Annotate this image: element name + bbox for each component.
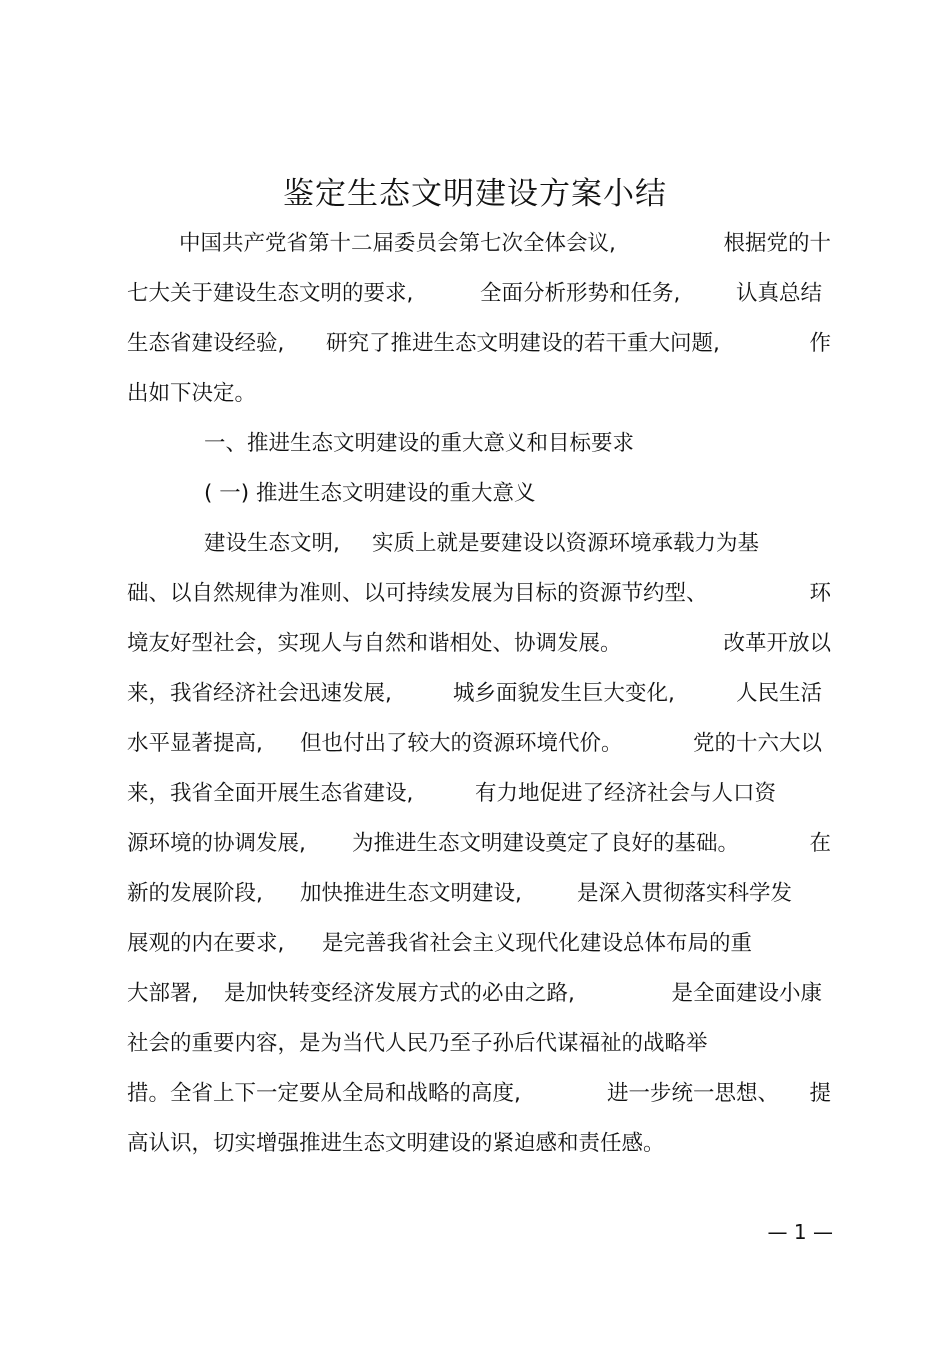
- text-segment: 一、推进生态文明建设的重大意义和目标要求: [204, 431, 635, 456]
- text-segment: 是全面建设小康: [671, 981, 822, 1006]
- text-segment: 实质上就是要建设以资源环境承载力为基: [372, 531, 760, 556]
- text-segment: 有力地促进了经济社会与人口资: [475, 781, 777, 806]
- text-segment: 社会的重要内容，是为当代人民乃至子孙后代谋福祉的战略举: [127, 1031, 708, 1056]
- text-line: [127, 378, 831, 410]
- text-segment: ( 一) 推进生态文明建设的重大意义: [204, 481, 536, 506]
- section-heading: [204, 428, 804, 460]
- text-segment: 人民生活: [735, 681, 822, 706]
- text-segment: 城乡面貌发生巨大变化,: [453, 681, 675, 706]
- text-segment: 展观的内在要求,: [127, 931, 285, 956]
- subsection-heading: [204, 478, 804, 510]
- text-segment: 大部署,: [127, 981, 199, 1006]
- text-segment: 来，我省经济社会迅速发展,: [127, 681, 392, 706]
- text-segment: 根据党的十: [723, 231, 831, 256]
- text-line: [179, 228, 831, 260]
- text-segment: 研究了推进生态文明建设的若干重大问题,: [326, 331, 720, 356]
- text-segment: 在: [809, 831, 831, 856]
- text-segment: 新的发展阶段,: [127, 881, 263, 906]
- text-segment: 改革开放以: [723, 631, 831, 656]
- text-segment: 七大关于建设生态文明的要求,: [127, 281, 414, 306]
- text-segment: 中国共产党省第十二届委员会第七次全体会议,: [179, 231, 616, 256]
- text-segment: 加快推进生态文明建设,: [300, 881, 522, 906]
- text-segment: 础、以自然规律为准则、以可持续发展为目标的资源节约型、: [127, 581, 708, 606]
- text-segment: 是深入贯彻落实科学发: [577, 881, 793, 906]
- text-segment: 建设生态文明,: [204, 531, 340, 556]
- text-segment: 是完善我省社会主义现代化建设总体布局的重: [322, 931, 753, 956]
- document-title: 鉴定生态文明建设方案小结: [283, 176, 667, 212]
- page-number: — 1 —: [767, 1220, 833, 1244]
- text-segment: 全面分析形势和任务,: [480, 281, 681, 306]
- text-segment: 为推进生态文明建设奠定了良好的基础。: [352, 831, 740, 856]
- text-segment: 措。全省上下一定要从全局和战略的高度,: [127, 1081, 521, 1106]
- text-segment: 源环境的协调发展,: [127, 831, 306, 856]
- text-segment: 认真总结: [735, 281, 822, 306]
- text-segment: 出如下决定。: [127, 381, 257, 406]
- text-segment: 党的十六大以: [692, 731, 822, 756]
- text-segment: 是加快转变经济发展方式的必由之路,: [224, 981, 575, 1006]
- text-segment: 高认识，切实增强推进生态文明建设的紧迫感和责任感。: [127, 1131, 665, 1156]
- text-segment: 环: [809, 581, 831, 606]
- text-segment: 但也付出了较大的资源环境代价。: [300, 731, 623, 756]
- text-segment: 作: [809, 331, 831, 356]
- text-segment: 水平显著提高,: [127, 731, 263, 756]
- text-segment: 进一步统一思想、: [607, 1081, 780, 1106]
- text-segment: 境友好型社会，实现人与自然和谐相处、协调发展。: [127, 631, 622, 656]
- text-segment: 生态省建设经验,: [127, 331, 285, 356]
- text-segment: 提: [809, 1081, 831, 1106]
- text-segment: 来，我省全面开展生态省建设,: [127, 781, 414, 806]
